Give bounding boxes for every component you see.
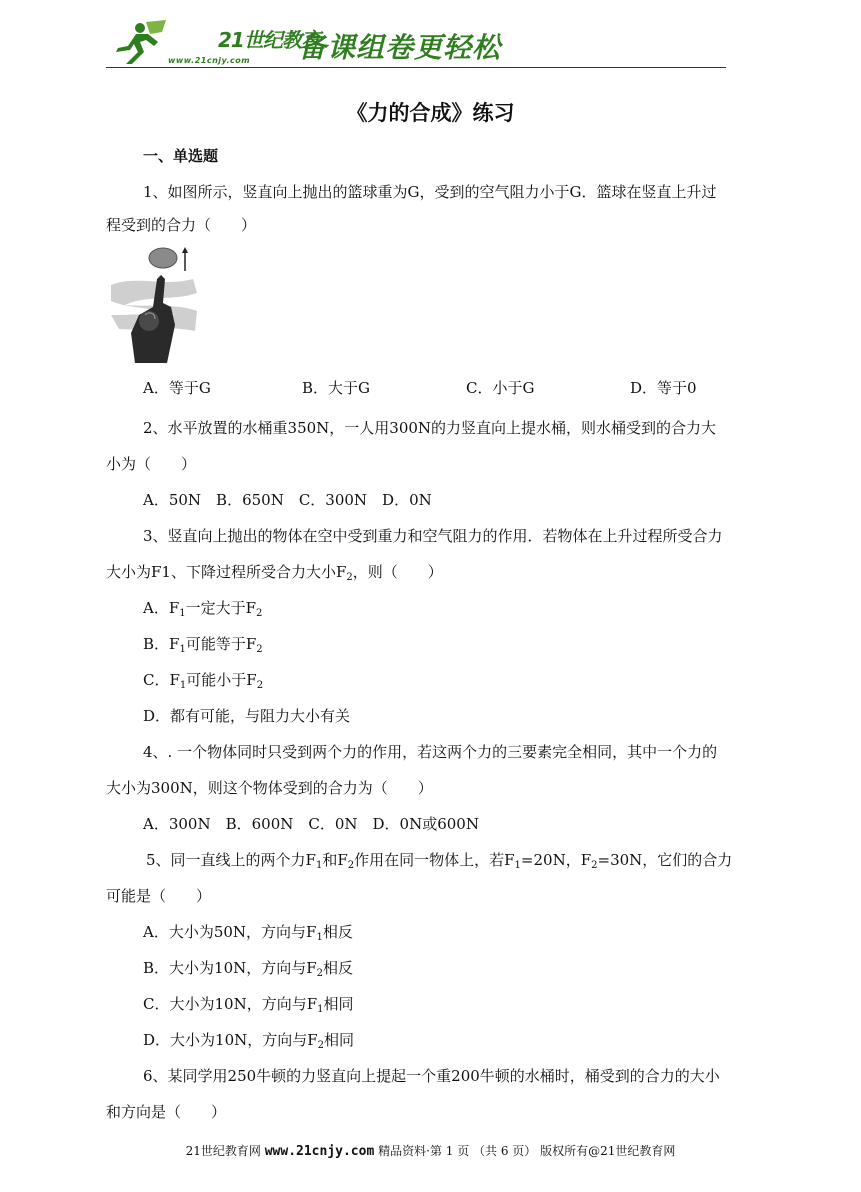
page-header [106, 20, 726, 72]
section-heading: 一、单选题 [143, 147, 219, 165]
page-title: 《力的合成》练习 [346, 101, 515, 125]
question-5-line-1: 5、同一直线上的两个力$F_1$和$F_2$作用在同一物体上，若$F_1=20N$，$F_2=30N$，它们的合力 [146, 851, 733, 871]
question-3-line-2: 大小为F1、下降过程所受合力大小$F_2$，则（ ） [106, 563, 443, 583]
question-5-option-a[interactable]: A．大小为50N，方向与$F_1$相反 [143, 923, 353, 943]
basketball-player-figure [105, 245, 200, 363]
question-4-line-1: 4、. 一个物体同时只受到两个力的作用，若这两个力的三要素完全相同，其中一个力的 [143, 743, 718, 761]
logo-text: 21世纪教育 [218, 28, 320, 52]
question-3-option-b[interactable]: B．$F_1$可能等于$F_2$ [143, 635, 263, 655]
question-1-option-a[interactable]: A．等于G [143, 379, 211, 397]
question-6-line-1: 6、某同学用250牛顿的力竖直向上提起一个重200牛顿的水桶时，桶受到的合力的大小 [143, 1067, 720, 1085]
question-1-option-b[interactable]: B．大于G [302, 379, 371, 397]
question-2-options[interactable]: A．50N B．650N C．300N D．0N [143, 491, 432, 509]
footer-url-link[interactable]: www.21cnjy.com [264, 1144, 375, 1159]
question-1-option-d[interactable]: D．等于0 [630, 379, 697, 397]
header-divider [106, 67, 726, 68]
question-6-line-2: 和方向是（ ） [106, 1103, 227, 1121]
running-man-logo-icon [106, 20, 176, 66]
question-4-options[interactable]: A．300N B．600N C．0N D．0N或600N [143, 815, 479, 833]
header-slogan: 备课组卷更轻松 [298, 31, 502, 64]
question-3-option-d[interactable]: D．都有可能，与阻力大小有关 [143, 707, 351, 725]
question-1-line-1: 1、如图所示，竖直向上抛出的篮球重为G，受到的空气阻力小于G．篮球在竖直上升过 [143, 183, 717, 201]
question-4-line-2: 大小为300N，则这个物体受到的合力为（ ） [106, 779, 433, 797]
question-1-line-2: 程受到的合力（ ） [106, 216, 257, 234]
logo-url: www.21cnjy.com [168, 56, 251, 65]
basketball-icon [149, 248, 177, 268]
question-5-option-d[interactable]: D．大小为10N，方向与$F_2$相同 [143, 1031, 355, 1051]
question-3-line-1: 3、竖直向上抛出的物体在空中受到重力和空气阻力的作用．若物体在上升过程所受合力 [143, 527, 723, 545]
question-2-line-1: 2、水平放置的水桶重350N，一人用300N的力竖直向上提水桶，则水桶受到的合力大 [143, 419, 717, 437]
question-3-option-a[interactable]: A．$F_1$一定大于$F_2$ [143, 599, 263, 619]
page-footer [0, 1142, 861, 1159]
question-1-option-c[interactable]: C．小于G [466, 379, 535, 397]
question-5-option-c[interactable]: C．大小为10N，方向与$F_1$相同 [143, 995, 354, 1015]
footer-page-info: 精品资料·第 1 页 （共 6 页） 版权所有@21世纪教育网 [378, 1144, 676, 1158]
question-3-option-c[interactable]: C．$F_1$可能小于$F_2$ [143, 671, 264, 691]
question-2-line-2: 小为（ ） [106, 455, 197, 473]
question-5-option-b[interactable]: B．大小为10N，方向与$F_2$相反 [143, 959, 354, 979]
footer-site-name: 21世纪教育网 [185, 1144, 261, 1158]
question-5-line-2: 可能是（ ） [106, 887, 212, 905]
